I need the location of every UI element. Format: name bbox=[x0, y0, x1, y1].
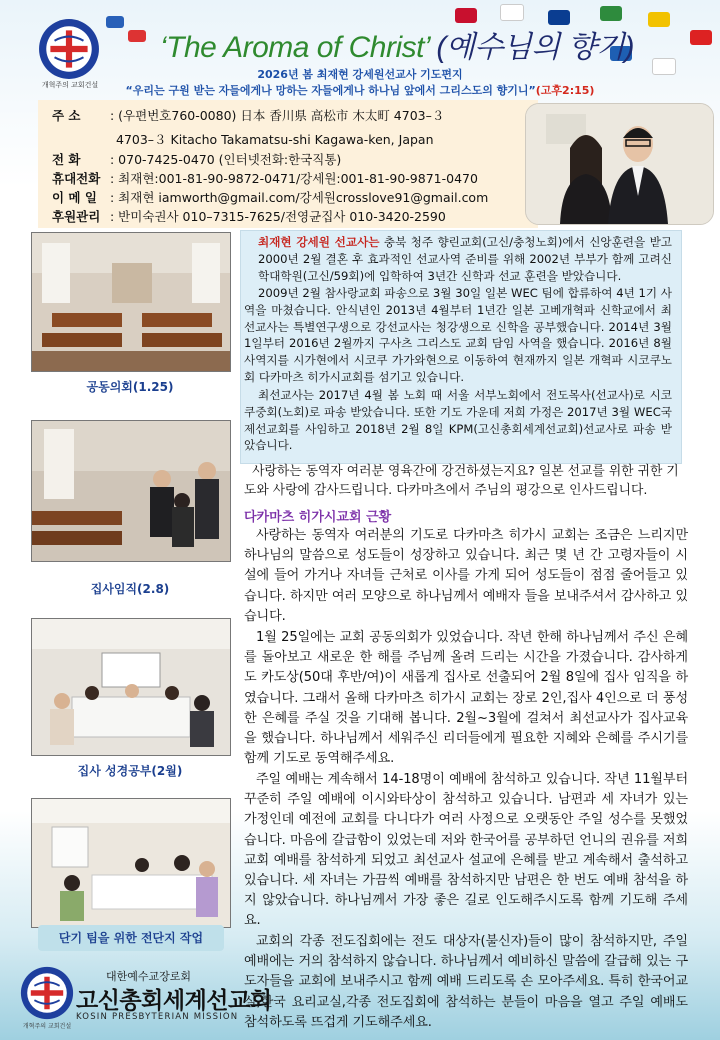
mobile-row bbox=[52, 169, 478, 187]
title-mark: ‘The Aroma of Christ’ bbox=[160, 31, 429, 64]
title-korean: (예수님의 향기) bbox=[436, 31, 635, 64]
caption-photo-4: 단기 팀을 위한 전단지 작업 bbox=[38, 925, 224, 951]
section-paragraph-1: 사랑하는 동역자 여러분의 기도로 다카마츠 히가시 교회는 조금은 느리지만 하나님의 말씀으로 성도들이 성장하고 있습니다. 최근 몇 년 간 고령자들이 시설에 들어 가거나 자녀들 근처로 이사를 가게 되어 성도들이 점점 줄어들고 있습니다. 하지만 여러 모양으로 하나님께서 예배자 들을 보내주셔서 감사하고 있습니다. bbox=[244, 528, 688, 624]
footer-org-name: 고신총회세계선교회 bbox=[76, 988, 272, 1014]
address-row bbox=[52, 106, 444, 124]
footer-org-top: 대한예수교장로회 bbox=[106, 970, 192, 983]
scripture-verse bbox=[0, 82, 720, 98]
email-row bbox=[52, 188, 488, 206]
section-paragraph-4: 교회의 각종 전도집회에는 전도 대상자(불신자)들이 많이 참석하지만, 주일 예배에는 거의 참석하지 않습니다. 하나님께서 예비하신 말씀에 갈급해 있는 구도자들을 교회에 보내주시고 함께 예배 드리도록 손 모아주세요. 특히 한국어교실,한국 요리교실,각종 전도집회에 참석하는 분들이 마음을 열고 주일 예배도 참석하도록 뜨겁게 기도해주세요. bbox=[244, 934, 688, 1030]
address-line1: : (우편번호760-0080) 日本 香川県 高松市 木太町 4703–３ bbox=[110, 108, 445, 123]
logo-caption: 개혁주의 교회건설 bbox=[41, 81, 99, 89]
mobile-label: 휴대전화 bbox=[52, 171, 101, 186]
photo-congregation-meeting bbox=[31, 232, 231, 372]
footer-logo-caption: 개혁주의 교회건설 bbox=[22, 1023, 72, 1030]
section-title: 다카마츠 히가시교회 근황 bbox=[244, 510, 392, 525]
phone-value: : 070-7425-0470 (인터넷전화:한국직통) bbox=[110, 152, 342, 167]
section-paragraph-3: 주일 예배는 계속해서 14-18명이 예배에 참석하고 있습니다. 작년 11월부터 꾸준히 주일 예배에 이시와타상이 참석하고 있습니다. 남편과 세 자녀가 있는 가정인데 예전에 교회를 다니다가 여러 사정으로 오랫동안 주일 성수를 못했었습니다. 마음에 갈급함이 있었는데 저와 한국어를 공부하던 언니의 권유를 저희 교회 예배를 참석하게 되었고 최선교사 설교에 은혜를 받고 계속해서 출석하고 있습니다. 세 자녀는 가끔씩 예배를 참석하지만 남편은 한 번도 예배 참석을 하지 않았습니다. 하나님께서 가장 좋은 길로 인도해주시도록 함께 기도해 주세요. bbox=[244, 772, 688, 929]
section-paragraph-2: 1월 25일에는 교회 공동의회가 있었습니다. 작년 한해 하나님께서 주신 은혜를 돌아보고 새로운 한 해를 주님께 올려 드리는 시간을 가졌습니다. 감사하게도 카도상(50대 후반/여)이 새롭게 집사로 선출되어 2월 8일에 집사 임직을 하였습니다. 그래서 올해 다카마츠 히가시 교회는 장로 2인,집사 4인으로 더 풍성한 은혜를 주실 것을 기대해 봅니다. 2월~3월에 걸쳐서 최선교사가 집사교육을 했습니다. 하나님께서 세워주신 리더들에게 필요한 지혜와 은혜를 주시기를 함께 기도로 동역해주세요. bbox=[244, 630, 688, 767]
photo-flyer-work bbox=[31, 798, 231, 928]
verse-text: “우리는 구원 받는 자들에게나 망하는 자들에게나 하나님 앞에서 그리스도의 향기니” bbox=[125, 84, 536, 97]
verse-reference: (고후2:15) bbox=[535, 84, 595, 97]
greeting-paragraph bbox=[244, 462, 684, 500]
intro-highlight: 최재현 강세원 선교사는 bbox=[258, 235, 380, 249]
support-label: 후원관리 bbox=[52, 209, 101, 224]
footer-mission-logo-icon bbox=[20, 966, 74, 1020]
address-line2: 4703–３ Kitacho Takamatsu-shi Kagawa-ken, Japan bbox=[116, 132, 434, 147]
caption-photo-3: 집사 성경공부(2월) bbox=[77, 764, 183, 778]
email-value: : 최재현 iamworth@gmail.com/강세원crosslove91@gmail.com bbox=[110, 190, 489, 205]
missionary-couple-photo bbox=[525, 103, 714, 225]
support-value: : 반미숙권사 010–7315-7625/전영균집사 010-3420-2590 bbox=[110, 209, 446, 224]
intro-paragraph-2: 2009년 2월 참사랑교회 파송으로 3월 30일 일본 WEC 팀에 합류하여 4년 1기 사역을 마쳤습니다. 안식년인 2013년 4월부터 1년간 일본 고베개혁파 신학교에서 최선교사는 특별연구생으로 강선교사는 청강생으로 신학을 공부했습니다. 2014년 3월 1일부터 2016년 2월까지 구사츠 그리스도 교회 담임 사역을 했습니다. 2016년 8월 사역지를 시가현에서 시코쿠 가가와현으로 이동하여 현재까지 일본 개혁파 시코쿠노회 다카마츠 히가시교회를 섬기고 있습니다. bbox=[244, 286, 672, 384]
photo-deacon-bible-study bbox=[31, 618, 231, 756]
intro-p1-rest: 충북 청주 향린교회(고신/충청노회)에서 신앙훈련을 받고 2000년 2월 결혼 후 효과적인 선교사역 준비를 위해 2002년 부부가 함께 고려신학대학원(고신/59회)에 입학하여 3년간 신학과 선교 훈련을 받았습니다. bbox=[258, 235, 672, 283]
phone-label: 전 화 bbox=[52, 152, 81, 167]
phone-row bbox=[52, 150, 341, 168]
contact-info bbox=[38, 100, 538, 228]
photo-deacon-ordination bbox=[31, 420, 231, 562]
intro-paragraph-1 bbox=[258, 234, 672, 284]
email-label: 이 메 일 bbox=[52, 190, 97, 205]
page-title bbox=[160, 22, 634, 66]
mobile-value: : 최재현:001-81-90-9872-0471/강세원:001-81-90-9871-0470 bbox=[110, 171, 478, 186]
greeting-text: 사랑하는 동역자 여러분 영육간에 강건하셨는지요? 일본 선교를 위한 귀한 기도와 사랑에 감사드립니다. 다카마츠에서 주님의 평강으로 인사드립니다. bbox=[244, 464, 679, 498]
intro-paragraph-3: 최선교사는 2017년 4월 봄 노회 때 서울 서부노회에서 전도목사(선교사)로 시코쿠중회(노회)로 파송 받았습니다. 또한 기도 가운데 저희 가정은 2017년 3월 WEC국제선교회를 사임하고 2018년 2월 8일 KPM(고신총회세계선교회)선교사로 파송 받았습니다. bbox=[244, 388, 672, 453]
caption-photo-2: 집사임직(2.8) bbox=[90, 582, 170, 596]
letter-subtitle: 2026년 봄 최재현 강세원선교사 기도편지 bbox=[257, 68, 463, 81]
caption-photo-1: 공동의회(1.25) bbox=[86, 380, 174, 394]
address-label: 주 소 bbox=[52, 108, 81, 123]
support-row bbox=[52, 207, 446, 225]
footer-org-english: KOSIN PRESBYTERIAN MISSION bbox=[76, 1012, 239, 1022]
